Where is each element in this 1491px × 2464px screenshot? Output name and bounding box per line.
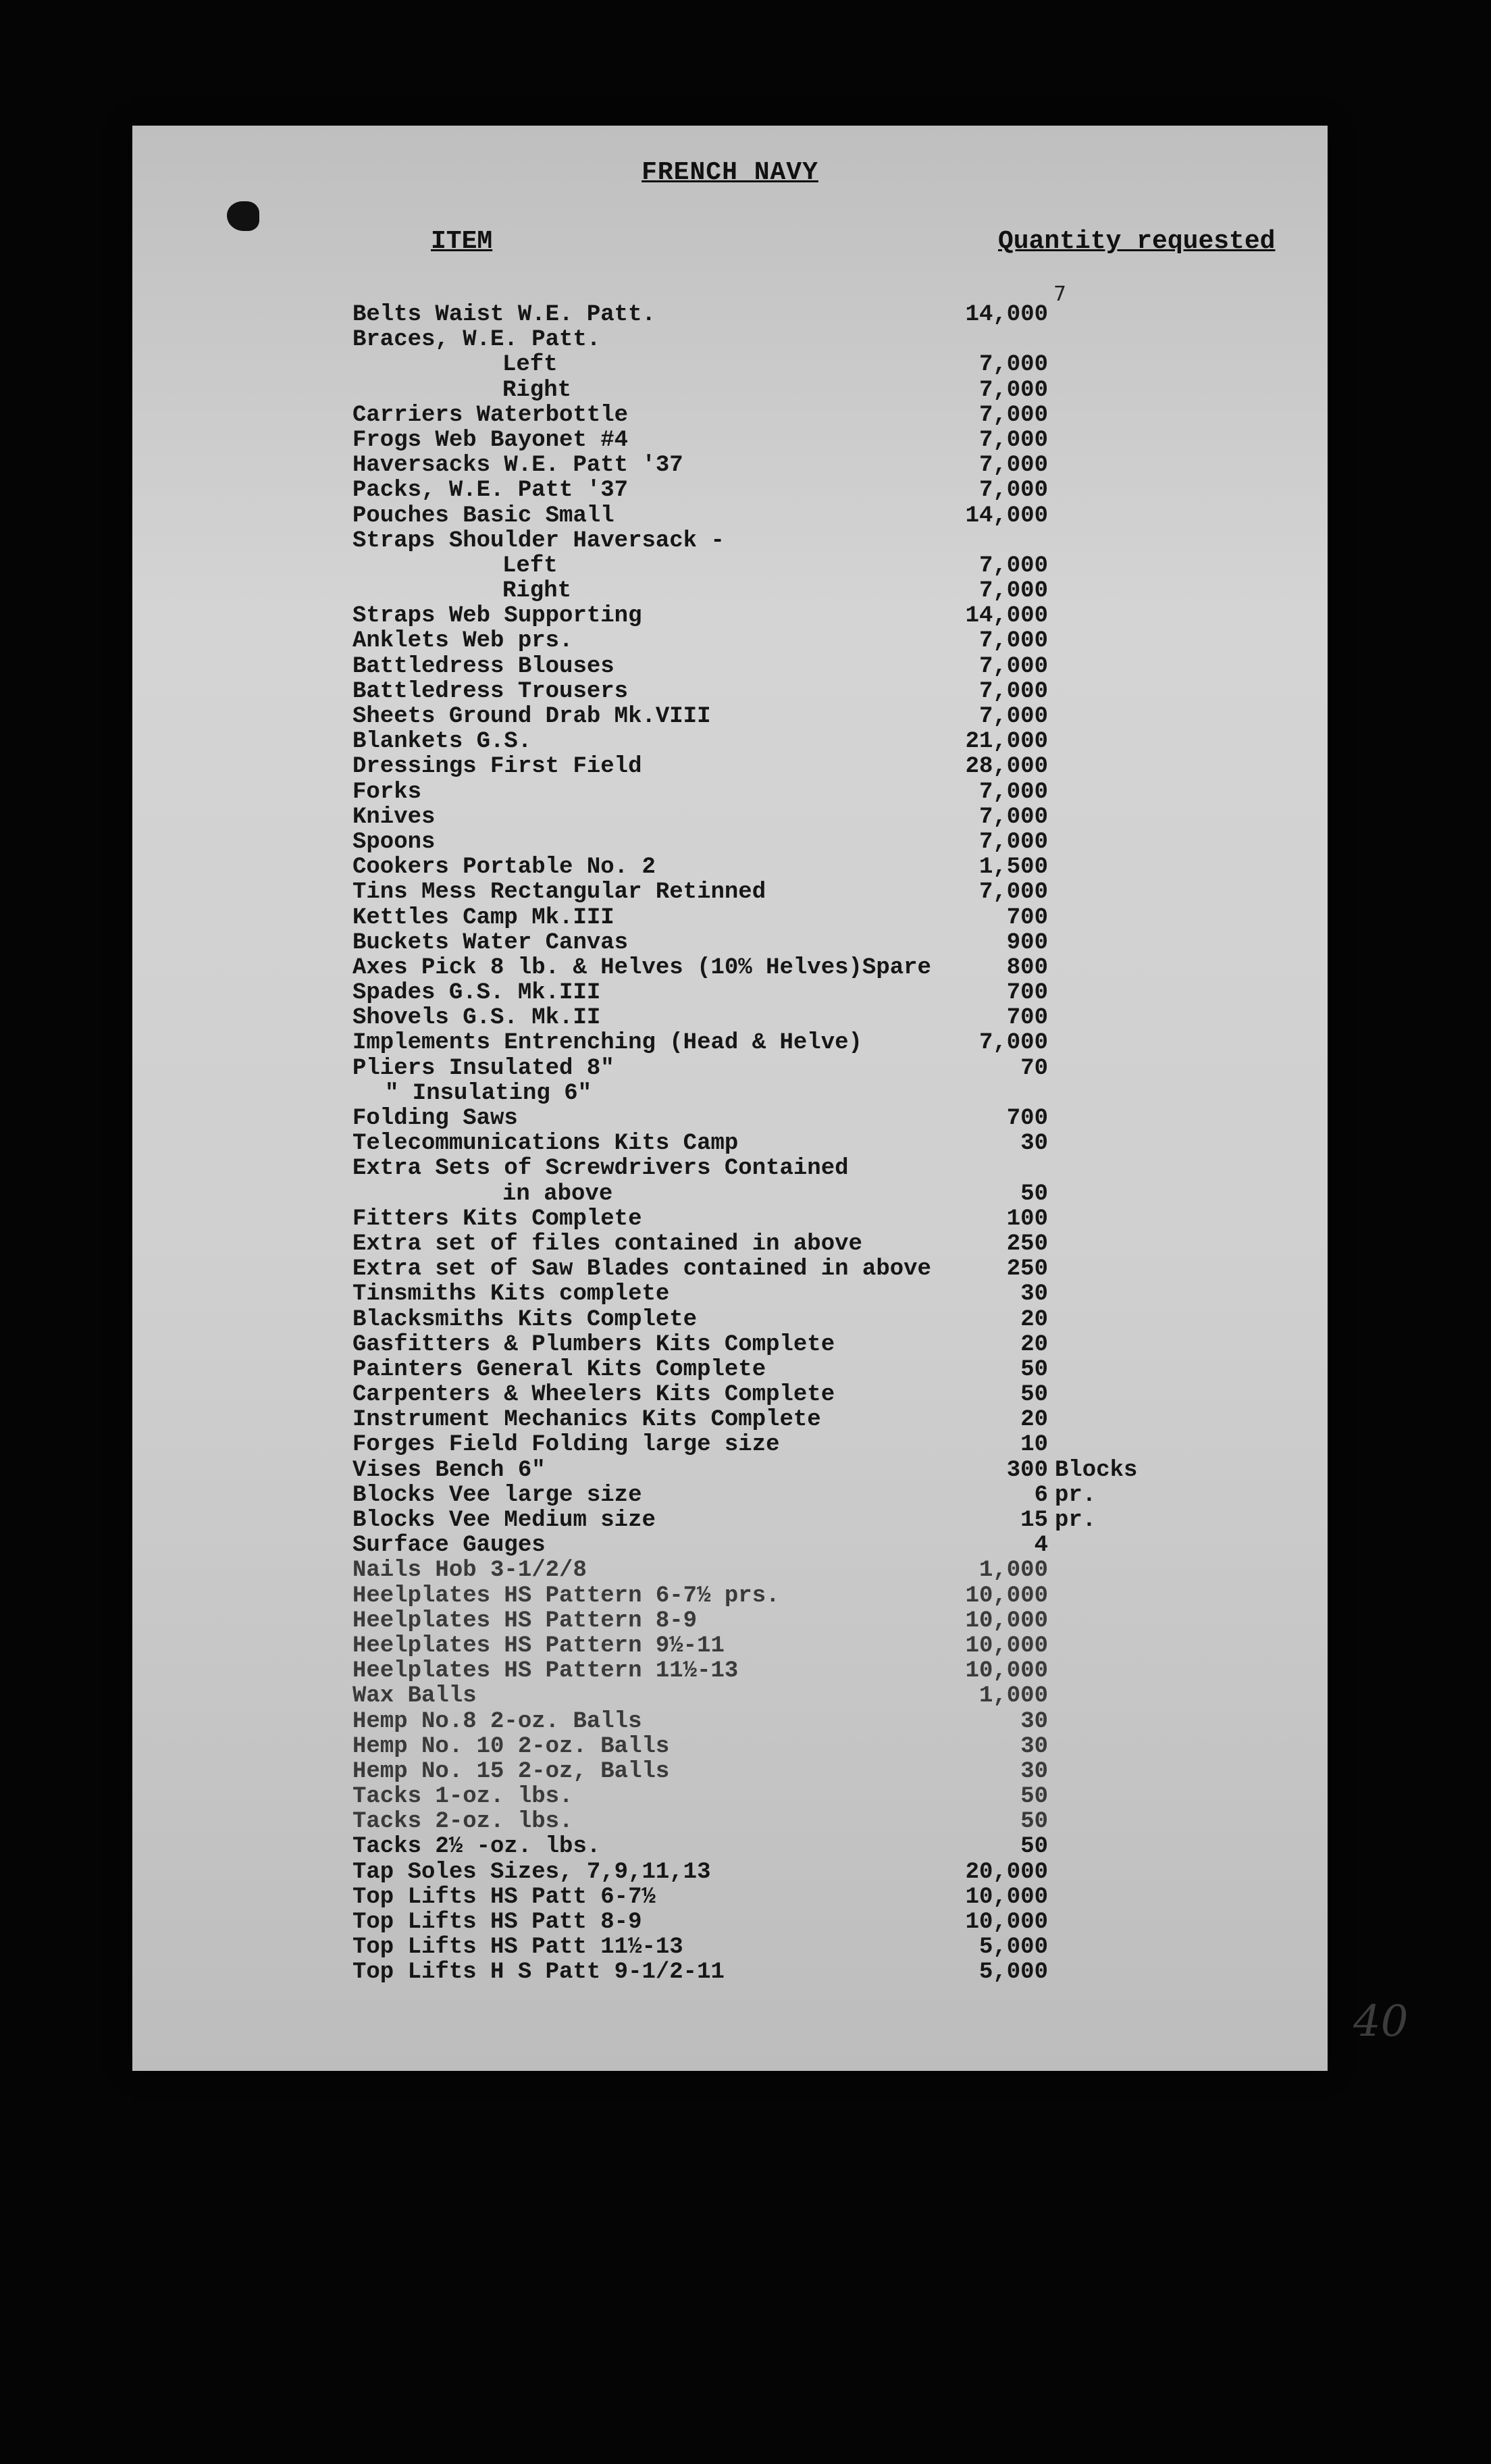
item-name: Heelplates HS Pattern 11½-13 bbox=[352, 1658, 739, 1685]
item-quantity: 7,000 bbox=[978, 704, 1048, 729]
list-item bbox=[352, 1735, 1325, 1760]
item-quantity: 1,000 bbox=[978, 1683, 1048, 1710]
list-item bbox=[352, 1207, 1325, 1232]
list-item bbox=[352, 1684, 1325, 1709]
list-item bbox=[352, 529, 1325, 554]
list-item bbox=[352, 855, 1325, 880]
list-item bbox=[352, 328, 1325, 353]
list-item bbox=[352, 880, 1325, 905]
item-quantity: 900 bbox=[1006, 929, 1048, 956]
list-item bbox=[352, 1333, 1325, 1358]
item-name: Knives bbox=[352, 804, 436, 830]
item-column-header: ITEM bbox=[431, 227, 493, 256]
item-quantity: 30 bbox=[1020, 1758, 1048, 1785]
list-item bbox=[352, 1131, 1325, 1156]
item-quantity: 14,000 bbox=[965, 503, 1048, 529]
list-item bbox=[352, 1659, 1325, 1684]
item-quantity: 50 bbox=[1020, 1784, 1048, 1810]
item-name: Braces, W.E. Patt. bbox=[352, 327, 601, 353]
list-item bbox=[352, 353, 1325, 378]
document-page bbox=[132, 126, 1409, 2071]
item-quantity: 7,000 bbox=[978, 879, 1048, 906]
item-name: Dressings First Field bbox=[352, 754, 642, 780]
list-item bbox=[352, 1483, 1325, 1508]
item-quantity: 30 bbox=[1020, 1131, 1048, 1157]
list-item bbox=[352, 704, 1325, 729]
ink-blot bbox=[227, 201, 259, 231]
list-item bbox=[352, 729, 1325, 754]
list-item bbox=[352, 1508, 1325, 1533]
item-name: Kettles Camp Mk.III bbox=[352, 904, 614, 931]
item-quantity: 5,000 bbox=[978, 1959, 1048, 1986]
item-quantity: 7,000 bbox=[978, 478, 1048, 504]
item-quantity: 20 bbox=[1020, 1331, 1048, 1358]
item-name: Gasfitters & Plumbers Kits Complete bbox=[352, 1331, 835, 1358]
item-name: Extra set of files contained in above bbox=[352, 1231, 862, 1257]
item-name: Left bbox=[502, 352, 558, 378]
item-quantity: 10,000 bbox=[965, 1608, 1048, 1634]
item-name: Spoons bbox=[352, 829, 436, 855]
list-item bbox=[352, 1182, 1325, 1207]
list-item bbox=[352, 428, 1325, 453]
item-quantity: 28,000 bbox=[965, 754, 1048, 780]
list-item bbox=[352, 830, 1325, 855]
item-quantity: 50 bbox=[1020, 1809, 1048, 1835]
item-quantity: 14,000 bbox=[965, 603, 1048, 630]
item-name: in above bbox=[502, 1181, 613, 1207]
list-item bbox=[352, 1960, 1325, 1985]
item-name: Instrument Mechanics Kits Complete bbox=[352, 1407, 821, 1433]
item-name: Hemp No. 10 2-oz. Balls bbox=[352, 1733, 670, 1760]
item-quantity: 700 bbox=[1006, 1106, 1048, 1131]
item-name: Forks bbox=[352, 779, 422, 805]
item-name: Forges Field Folding large size bbox=[352, 1432, 780, 1458]
quantity-column-header: Quantity requested bbox=[998, 227, 1276, 256]
item-quantity: 10,000 bbox=[965, 1658, 1048, 1685]
item-name: Extra Sets of Screwdrivers Contained bbox=[352, 1156, 849, 1182]
list-item bbox=[352, 1031, 1325, 1056]
item-quantity: 7,000 bbox=[978, 402, 1048, 428]
item-quantity: 7,000 bbox=[978, 453, 1048, 479]
list-item bbox=[352, 478, 1325, 503]
item-quantity: 1,000 bbox=[978, 1558, 1048, 1584]
list-item bbox=[352, 1533, 1325, 1558]
item-quantity: 70 bbox=[1020, 1055, 1048, 1081]
item-name: Cookers Portable No. 2 bbox=[352, 854, 656, 881]
item-name: Top Lifts HS Patt 11½-13 bbox=[352, 1934, 683, 1961]
item-name: Right bbox=[502, 578, 572, 605]
item-name: Fitters Kits Complete bbox=[352, 1206, 642, 1232]
item-quantity: 7,000 bbox=[978, 653, 1048, 679]
item-quantity: 30 bbox=[1020, 1281, 1048, 1308]
item-name: Left bbox=[502, 553, 558, 579]
list-item bbox=[352, 1282, 1325, 1307]
item-quantity: 300 bbox=[1006, 1457, 1048, 1483]
item-name: Heelplates HS Pattern 6-7½ prs. bbox=[352, 1583, 780, 1609]
item-quantity: 1,500 bbox=[978, 854, 1048, 881]
list-item bbox=[352, 554, 1325, 579]
item-name: Extra set of Saw Blades contained in above bbox=[352, 1256, 931, 1283]
item-unit: Blocks bbox=[1055, 1457, 1138, 1483]
item-quantity: 4 bbox=[1034, 1533, 1048, 1559]
list-item bbox=[352, 654, 1325, 679]
item-name: Hemp No.8 2-oz. Balls bbox=[352, 1708, 642, 1735]
item-quantity: 20,000 bbox=[965, 1859, 1048, 1885]
item-name: Straps Web Supporting bbox=[352, 603, 642, 630]
list-item bbox=[352, 1860, 1325, 1885]
list-item bbox=[352, 1558, 1325, 1583]
item-quantity: 250 bbox=[1006, 1231, 1048, 1257]
list-item bbox=[352, 1885, 1325, 1910]
list-item bbox=[352, 504, 1325, 529]
list-item bbox=[352, 981, 1325, 1006]
item-name: Tap Soles Sizes, 7,9,11,13 bbox=[352, 1859, 711, 1885]
document-title: FRENCH NAVY bbox=[642, 158, 818, 187]
item-quantity: 30 bbox=[1020, 1733, 1048, 1760]
item-name: Heelplates HS Pattern 9½-11 bbox=[352, 1633, 725, 1659]
item-name: Blocks Vee large size bbox=[352, 1482, 642, 1508]
list-item bbox=[352, 1383, 1325, 1408]
item-name: Heelplates HS Pattern 8-9 bbox=[352, 1608, 698, 1634]
item-name: Blacksmiths Kits Complete bbox=[352, 1306, 698, 1333]
item-quantity: 10,000 bbox=[965, 1583, 1048, 1609]
list-item bbox=[352, 1081, 1325, 1106]
list-item bbox=[352, 1433, 1325, 1458]
list-item bbox=[352, 780, 1325, 805]
item-quantity: 21,000 bbox=[965, 729, 1048, 755]
list-item bbox=[352, 1609, 1325, 1634]
list-item bbox=[352, 1408, 1325, 1433]
item-quantity: 50 bbox=[1020, 1356, 1048, 1383]
list-item bbox=[352, 805, 1325, 830]
item-name: Tinsmiths Kits complete bbox=[352, 1281, 670, 1308]
list-item bbox=[352, 378, 1325, 403]
item-quantity: 14,000 bbox=[965, 302, 1048, 328]
list-item bbox=[352, 1458, 1325, 1483]
item-quantity: 7,000 bbox=[978, 1030, 1048, 1056]
list-item bbox=[352, 931, 1325, 956]
item-quantity: 30 bbox=[1020, 1708, 1048, 1735]
item-quantity: 800 bbox=[1006, 954, 1048, 981]
item-quantity: 10,000 bbox=[965, 1909, 1048, 1935]
item-name: Painters General Kits Complete bbox=[352, 1356, 766, 1383]
list-item bbox=[352, 629, 1325, 654]
item-quantity: 50 bbox=[1020, 1382, 1048, 1408]
list-item bbox=[352, 754, 1325, 779]
item-name: Tacks 2-oz. lbs. bbox=[352, 1809, 573, 1835]
list-item bbox=[352, 679, 1325, 704]
item-name: Shovels G.S. Mk.II bbox=[352, 1005, 601, 1031]
handwritten-correction: 7 bbox=[1053, 282, 1067, 306]
list-item bbox=[352, 1156, 1325, 1181]
item-name: Sheets Ground Drab Mk.VIII bbox=[352, 704, 711, 729]
handwritten-page-number: 40 bbox=[1353, 1997, 1409, 2047]
list-item bbox=[352, 906, 1325, 931]
list-item bbox=[352, 1834, 1325, 1859]
item-name: Top Lifts H S Patt 9-1/2-11 bbox=[352, 1959, 725, 1986]
list-item bbox=[352, 956, 1325, 981]
item-quantity: 7,000 bbox=[978, 578, 1048, 605]
item-quantity: 7,000 bbox=[978, 779, 1048, 805]
list-item bbox=[352, 1810, 1325, 1834]
item-quantity: 10 bbox=[1020, 1432, 1048, 1458]
item-quantity: 250 bbox=[1006, 1256, 1048, 1283]
item-quantity: 20 bbox=[1020, 1306, 1048, 1333]
item-name: Tacks 1-oz. lbs. bbox=[352, 1784, 573, 1810]
item-name: Packs, W.E. Patt '37 bbox=[352, 478, 629, 504]
item-name: Vises Bench 6" bbox=[352, 1457, 546, 1483]
list-item bbox=[352, 579, 1325, 604]
item-name: Hemp No. 15 2-oz, Balls bbox=[352, 1758, 670, 1785]
item-quantity: 7,000 bbox=[978, 352, 1048, 378]
item-name: Wax Balls bbox=[352, 1683, 477, 1710]
item-list bbox=[352, 303, 1325, 1986]
item-name: Telecommunications Kits Camp bbox=[352, 1131, 739, 1157]
item-quantity: 7,000 bbox=[978, 628, 1048, 654]
list-item bbox=[352, 1584, 1325, 1609]
item-quantity: 5,000 bbox=[978, 1934, 1048, 1961]
item-name: Straps Shoulder Haversack - bbox=[352, 528, 725, 554]
item-name: Battledress Blouses bbox=[352, 653, 614, 679]
item-name: Anklets Web prs. bbox=[352, 628, 573, 654]
item-quantity: 7,000 bbox=[978, 553, 1048, 579]
item-quantity: 700 bbox=[1006, 904, 1048, 931]
item-quantity: 15 bbox=[1020, 1508, 1048, 1533]
item-unit: pr. bbox=[1055, 1508, 1097, 1533]
item-name: Buckets Water Canvas bbox=[352, 929, 629, 956]
item-name: Frogs Web Bayonet #4 bbox=[352, 427, 629, 453]
list-item bbox=[352, 1785, 1325, 1810]
item-quantity: 50 bbox=[1020, 1834, 1048, 1860]
list-item bbox=[352, 1106, 1325, 1131]
item-quantity: 700 bbox=[1006, 1005, 1048, 1031]
item-name: Pliers Insulated 8" bbox=[352, 1055, 614, 1081]
list-item bbox=[352, 1710, 1325, 1735]
list-item bbox=[352, 1935, 1325, 1960]
item-unit: pr. bbox=[1055, 1482, 1097, 1508]
list-item bbox=[352, 1634, 1325, 1659]
item-quantity: 20 bbox=[1020, 1407, 1048, 1433]
list-item bbox=[352, 1006, 1325, 1031]
list-item bbox=[352, 453, 1325, 478]
item-quantity: 7,000 bbox=[978, 829, 1048, 855]
item-name: Battledress Trousers bbox=[352, 678, 629, 704]
item-name: Pouches Basic Small bbox=[352, 503, 614, 529]
item-name: Belts Waist W.E. Patt. bbox=[352, 302, 656, 328]
item-name: Implements Entrenching (Head & Helve) bbox=[352, 1030, 862, 1056]
list-item bbox=[352, 1358, 1325, 1383]
item-name: Nails Hob 3-1/2/8 bbox=[352, 1558, 587, 1584]
item-quantity: 7,000 bbox=[978, 804, 1048, 830]
item-quantity: 7,000 bbox=[978, 377, 1048, 403]
list-item bbox=[352, 1910, 1325, 1935]
list-item bbox=[352, 1232, 1325, 1257]
item-name: Right bbox=[502, 377, 572, 403]
item-quantity: 100 bbox=[1006, 1206, 1048, 1232]
list-item bbox=[352, 303, 1325, 328]
item-name: Tacks 2½ -oz. lbs. bbox=[352, 1834, 601, 1860]
item-quantity: 7,000 bbox=[978, 678, 1048, 704]
item-quantity: 6 bbox=[1034, 1482, 1048, 1508]
item-name: Top Lifts HS Patt 6-7½ bbox=[352, 1884, 656, 1910]
list-item bbox=[352, 403, 1325, 428]
list-item bbox=[352, 604, 1325, 629]
item-name: Folding Saws bbox=[352, 1106, 518, 1131]
item-name: Blankets G.S. bbox=[352, 729, 532, 755]
item-quantity: 10,000 bbox=[965, 1884, 1048, 1910]
item-name: Haversacks W.E. Patt '37 bbox=[352, 453, 683, 479]
list-item bbox=[352, 1056, 1325, 1081]
item-name: Top Lifts HS Patt 8-9 bbox=[352, 1909, 642, 1935]
item-name: Blocks Vee Medium size bbox=[352, 1508, 656, 1533]
item-quantity: 10,000 bbox=[965, 1633, 1048, 1659]
list-item bbox=[352, 1308, 1325, 1333]
item-name: Surface Gauges bbox=[352, 1533, 546, 1559]
item-name: Spades G.S. Mk.III bbox=[352, 980, 601, 1006]
item-quantity: 50 bbox=[1020, 1181, 1048, 1207]
item-name: Tins Mess Rectangular Retinned bbox=[352, 879, 766, 906]
list-item bbox=[352, 1760, 1325, 1785]
item-name: Carpenters & Wheelers Kits Complete bbox=[352, 1382, 835, 1408]
list-item bbox=[352, 1257, 1325, 1282]
item-quantity: 700 bbox=[1006, 980, 1048, 1006]
item-name: Axes Pick 8 lb. & Helves (10% Helves)Spare bbox=[352, 954, 931, 981]
item-quantity: 7,000 bbox=[978, 427, 1048, 453]
item-name: " Insulating 6" bbox=[385, 1080, 592, 1106]
item-name: Carriers Waterbottle bbox=[352, 402, 629, 428]
